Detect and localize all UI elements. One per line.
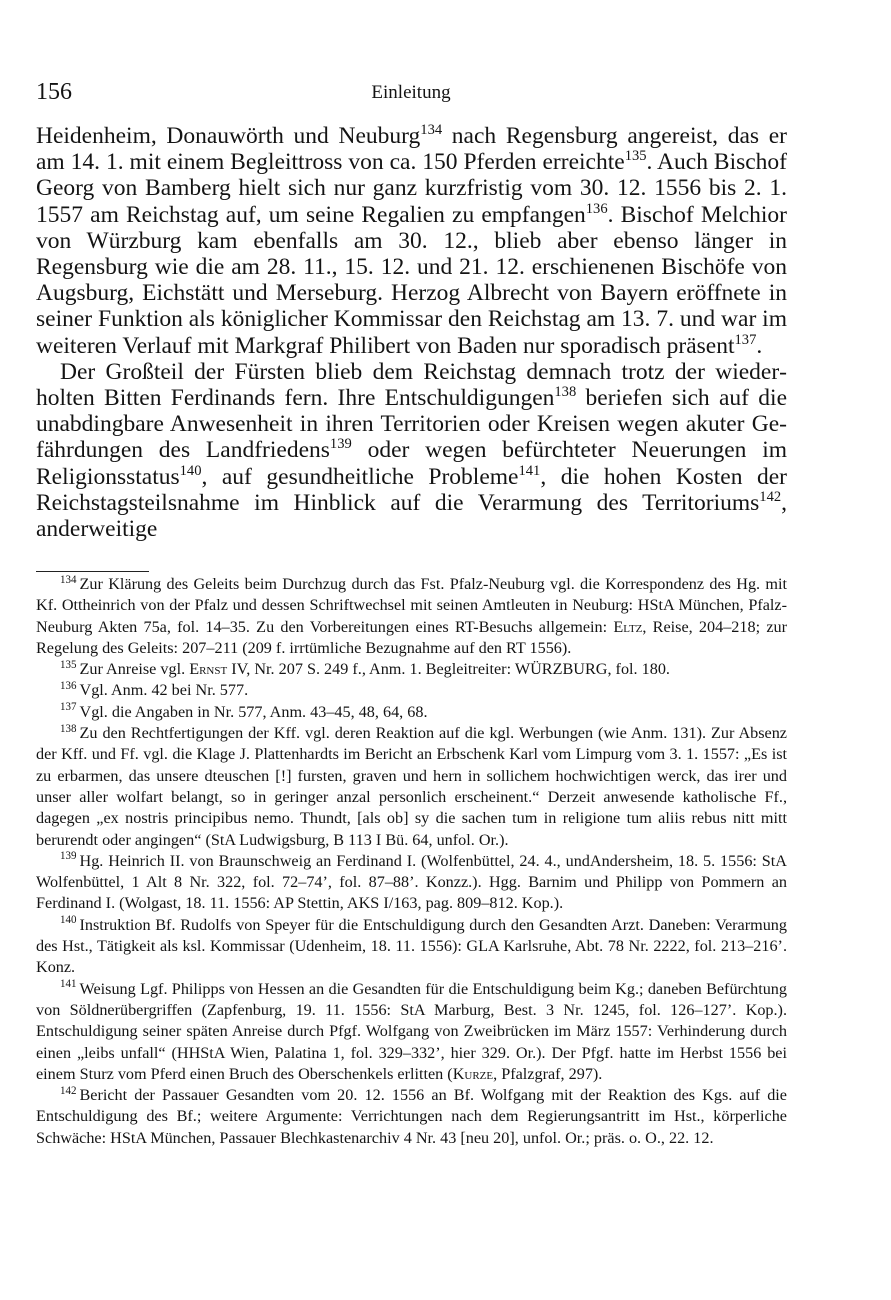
page-number: 156 bbox=[36, 79, 72, 105]
text-segment: , anderweitige bbox=[36, 489, 787, 543]
text-segment: Der Großteil der Fürsten blieb dem Reichstag demnach trotz der wiederholten Bitten Ferdinands fern. Ihre Entschuldigungen bbox=[36, 358, 787, 412]
author-name: Ernst bbox=[189, 660, 228, 679]
text-segment: . bbox=[756, 332, 763, 359]
page-header bbox=[36, 76, 786, 108]
footnote-135 bbox=[36, 659, 787, 680]
footnote-number: 139 bbox=[60, 850, 77, 863]
footnote-140 bbox=[36, 915, 787, 979]
footnote-ref: 136 bbox=[585, 200, 608, 217]
footnote-text: Vgl. Anm. 42 bei Nr. 577. bbox=[79, 681, 249, 700]
footnote-text: IV, Nr. 207 S. 249 f., Anm. 1. Begleitreiter: WÜRZBURG, fol. 180. bbox=[227, 660, 670, 679]
footnote-141 bbox=[36, 979, 787, 1085]
footnote-number: 140 bbox=[60, 914, 77, 927]
footnote-ref: 142 bbox=[759, 489, 782, 506]
author-name: Kurze bbox=[452, 1064, 494, 1083]
footnote-ref: 137 bbox=[734, 331, 757, 348]
author-name: Eltz bbox=[613, 617, 643, 636]
footnote-text: , Pfalzgraf, 297). bbox=[493, 1064, 603, 1083]
footnote-text: Weisung Lgf. Philipps von Hessen an die Gesandten für die Entschuldigung beim Kg.; daneben Befürchtung von Söldnerübergriffen (Zapfenburg, 19. 11. 1556: StA Marburg, Best. 3 Nr. 1245, fol. 126–127’. Kop.). Entschuldigung seiner späten Anreise durch Pfgf. Wolfgang von Zweibrücken im März 1557: Verhinderung durch einen „leibs unfall“ (HHStA Wien, Palatina 1, fol. 329–332’, hier 329. Or.). Der Pfgf. hatte im Herbst 1556 bei einem Sturz vom Pferd einen Bruch des Oberschenkels erlitten ( bbox=[36, 979, 787, 1083]
footnote-number: 141 bbox=[60, 978, 77, 991]
footnote-number: 134 bbox=[60, 573, 77, 586]
text-segment: nach Regensburg angereist, das er am 14. 1. mit einem Begleittross von ca. 150 Pferden erreichte bbox=[36, 123, 787, 176]
footnote-ref: 138 bbox=[554, 384, 577, 401]
footnote-ref: 140 bbox=[179, 462, 202, 479]
footnote-number: 135 bbox=[60, 658, 77, 671]
footnote-139 bbox=[36, 851, 787, 915]
text-segment: . Bischof Melchior von Würzburg kam ebenfalls am 30. 12., blieb aber ebenso länger in Regensburg wie die am 28. 11., 15. 12. und 21. 12. erschienenen Bischöfe von Augsburg, Eichstätt und Merseburg. Herzog Albrecht von Bayern eröffnete in seiner Funktion als königlicher Kommissar den Reichstag am 13. 7. und war im weiteren Verlauf mit Markgraf Philibert von Baden nur sporadisch präsent bbox=[36, 201, 787, 359]
running-head: Einleitung bbox=[371, 82, 451, 103]
footnote-text: Instruktion Bf. Rudolfs von Speyer für die Entschuldigung durch den Gesandten Arzt. Daneben: Verarmung des Hst., Tätigkeit als ksl. Kommissar (Udenheim, 18. 11. 1556): GLA Karlsruhe, Abt. 78 Nr. 2222, fol. 213–216’. Konz. bbox=[36, 915, 787, 977]
footnotes bbox=[36, 574, 787, 1149]
paragraph-2 bbox=[36, 359, 787, 542]
footnote-ref: 139 bbox=[329, 436, 352, 453]
footnote-ref: 141 bbox=[518, 462, 541, 479]
footnote-text: , Reise, 204–218; zur Regelung des Geleits: 207–211 (209 f. irrtümliche Bezugnahme auf den RT 1556). bbox=[36, 617, 787, 657]
footnote-number: 138 bbox=[60, 722, 77, 735]
footnote-136 bbox=[36, 680, 787, 701]
text-segment: . Auch Bischof Georg von Bamberg hielt sich nur ganz kurzfristig vom 30. 12. 1556 bis 2. 1. 1557 am Reichstag auf, um seine Regalien zu empfangen bbox=[36, 149, 788, 228]
footnote-text: Zur Klärung des Geleits beim Durchzug durch das Fst. Pfalz-Neuburg vgl. die Korrespondenz des Hg. mit Kf. Ottheinrich von der Pfalz und dessen Schriftwechsel mit seinen Amtleuten in Neuburg: HStA München, Pfalz-Neuburg Akten 75a, fol. 14–35. Zu den Vorbereitungen eines RT-Besuchs allgemein: bbox=[36, 575, 787, 636]
text-segment: , auf gesundheitliche Probleme bbox=[201, 463, 519, 490]
footnote-text: Zur Anreise vgl. bbox=[79, 660, 190, 679]
footnote-number: 136 bbox=[60, 680, 77, 693]
footnote-ref: 135 bbox=[624, 148, 647, 165]
footnote-text: Bericht der Passauer Gesandten vom 20. 12. 1556 an Bf. Wolfgang mit der Reaktion des Kgs. auf die Entschuldigung des Bf.; weitere Argumente: Verrichtungen nach dem Regierungsantritt im Hst., körperliche Schwäche: HStA München, Passauer Blechkastenarchiv 4 Nr. 43 [neu 20], unfol. Or.; präs. o. O., 22. 12. bbox=[36, 1086, 787, 1147]
footnote-text: Hg. Heinrich II. von Braunschweig an Ferdinand I. (Wolfenbüttel, 24. 4., undAndersheim, 18. 5. 1556: StA Wolfenbüttel, 1 Alt 8 Nr. 322, fol. 72–74’, fol. 87–88’. Konzz.). Hgg. Barnim und Philipp von Pommern an Ferdinand I. (Wolgast, 18. 11. 1556: AP Stettin, AKS I/163, pag. 809–812. Kop.). bbox=[36, 851, 787, 913]
footnote-134 bbox=[36, 574, 787, 659]
text-segment: Heidenheim, Donauwörth und Neuburg bbox=[36, 123, 421, 149]
text-segment: beriefen sich auf die unabdingbare Anwesenheit in ihren Territorien oder Kreisen wegen akuter Gefährdungen des Landfriedens bbox=[36, 385, 787, 464]
footnote-text: Vgl. die Angaben in Nr. 577, Anm. 43–45, 48, 64, 68. bbox=[79, 702, 428, 721]
footnote-text: Zu den Rechtfertigungen der Kff. vgl. deren Reaktion auf die kgl. Werbungen (wie Anm. 131). Zur Absenz der Kff. und Ff. vgl. die Klage J. Plattenhardts im Bericht an Erbschenk Karl vom Limpurg vom 3. 1. 1557: „Es ist zu erbarmen, das unsere dteuschen [!] fursten, graven und hern in sollichem hochwichtigen werck, das irer und unser aller wolfart belangt, so in geringer anzal personlich erscheinent.“ Derzeit anwesende katholische Ff., dagegen „ex nostris principibus nemo. Thundt, [als ob] sy die sachen tum in religione tum aliis rebus nitt mitt berurendt oder angingen“ (StA Ludwigsburg, B 113 I Bü. 64, unfol. Or.). bbox=[36, 724, 787, 849]
paragraph-1 bbox=[36, 123, 787, 359]
footnote-separator bbox=[36, 571, 149, 572]
footnote-number: 142 bbox=[60, 1084, 77, 1097]
body-text bbox=[36, 123, 787, 542]
footnote-142 bbox=[36, 1085, 787, 1149]
text-segment: oder wegen befürchteter Neuerungen im Religionsstatus bbox=[36, 437, 788, 490]
footnote-137 bbox=[36, 702, 787, 723]
text-segment: , die hohen Kosten der Reichstagsteilsnahme im Hinblick auf die Verarmung des Territoriums bbox=[36, 463, 787, 516]
footnote-number: 137 bbox=[60, 701, 77, 714]
footnote-ref: 134 bbox=[420, 122, 443, 139]
footnote-138 bbox=[36, 723, 787, 851]
